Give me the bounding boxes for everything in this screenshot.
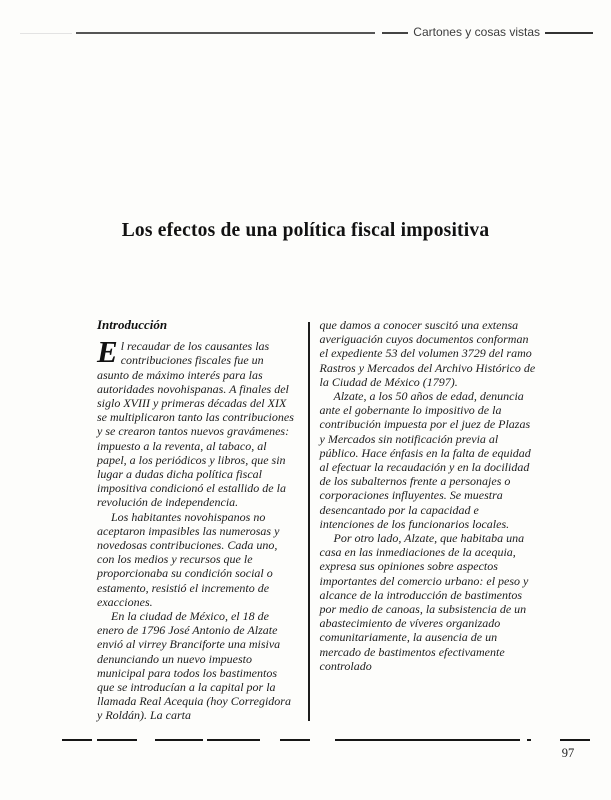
header-rule-right [545, 32, 593, 34]
header-rule-left [76, 32, 375, 34]
paragraph: que damos a conocer suscitó una extensa averiguación cuyos documentos conforman el expediente 53 del volumen 3729 del ramo Rastros y Mercados del Archivo Histórico de la Ciudad de México (1797). [319, 318, 536, 389]
footer-rule-segment [527, 739, 531, 741]
footer-rule-segment [97, 739, 137, 741]
section-heading: Introducción [97, 317, 168, 332]
column-divider-rule [308, 322, 310, 721]
running-header [20, 25, 593, 39]
page-number: 97 [561, 746, 575, 760]
paragraph-text: l recaudar de los causantes las contribuciones fiscales fue un asunto de máximo interés para las autoridades novohispanas. A finales del siglo XVIII y primeras décadas del XIX se multiplicaron tanto las contribuciones y se crearon tantos nuevos gravámenes: impuesto a la reventa, al tabaco, al papel, a los periódicos y libros, que sin lugar a dudas dicha política fiscal impositiva condicionó el estallido de la revolución de independencia. [97, 339, 294, 510]
paragraph: Alzate, a los 50 años de edad, denuncia ante el gobernante lo impositivo de la contribución impuesta por el juez de Plazas y Mercados sin notificación previa al público. Hace énfasis en la falta de equidad al efectuar la recaudación y en la docilidad de los subalternos frente a personajes o corporaciones influyentes. Se muestra desencantado por la capacidad e intenciones de los funcionarios locales. [319, 389, 531, 531]
drop-cap: E [97, 334, 118, 370]
running-header-label: Cartones y cosas vistas [413, 25, 540, 39]
left-column [97, 318, 297, 723]
article-body [97, 318, 536, 723]
article-title: Los efectos de una política fiscal impositiva [121, 220, 490, 241]
footer-rule-segment [335, 739, 520, 741]
paragraph: Los habitantes novohispanos no aceptaron impasibles las numerosas y novedosas contribuciones. Cada uno, con los medios y recursos que le proporcionaba su condición social o estamento, resistió el incremento de exacciones. [97, 509, 280, 609]
paragraph: Por otro lado, Alzate, que habitaba una casa en las inmediaciones de la acequia, expresa sus opiniones sobre aspectos importantes del comercio urbano: el peso y alcance de la introducción de bastimentos por medio de canoas, la subsistencia de un abastecimiento de víveres organizado comunitariamente, la ausencia de un mercado de bastimentos efectivamente controlado [319, 531, 529, 673]
footer-rule-segment [280, 739, 310, 741]
footer-rule-segment [560, 739, 590, 741]
header-rule-mid [382, 32, 408, 34]
header-rule-faint [20, 33, 72, 34]
footer-rule-segment [155, 739, 203, 741]
footer-rule-segment [207, 739, 260, 741]
footer-rule-segment [62, 739, 92, 741]
paragraph [97, 334, 297, 510]
right-column [320, 318, 536, 723]
paragraph: En la ciudad de México, el 18 de enero de 1796 José Antonio de Alzate envió al virrey Branciforte una misiva denunciando un nuevo impuesto municipal para todos los bastimentos que se introducían a la capital por la llamada Real Acequia (hoy Corregidora y Roldán). La carta [97, 609, 291, 723]
